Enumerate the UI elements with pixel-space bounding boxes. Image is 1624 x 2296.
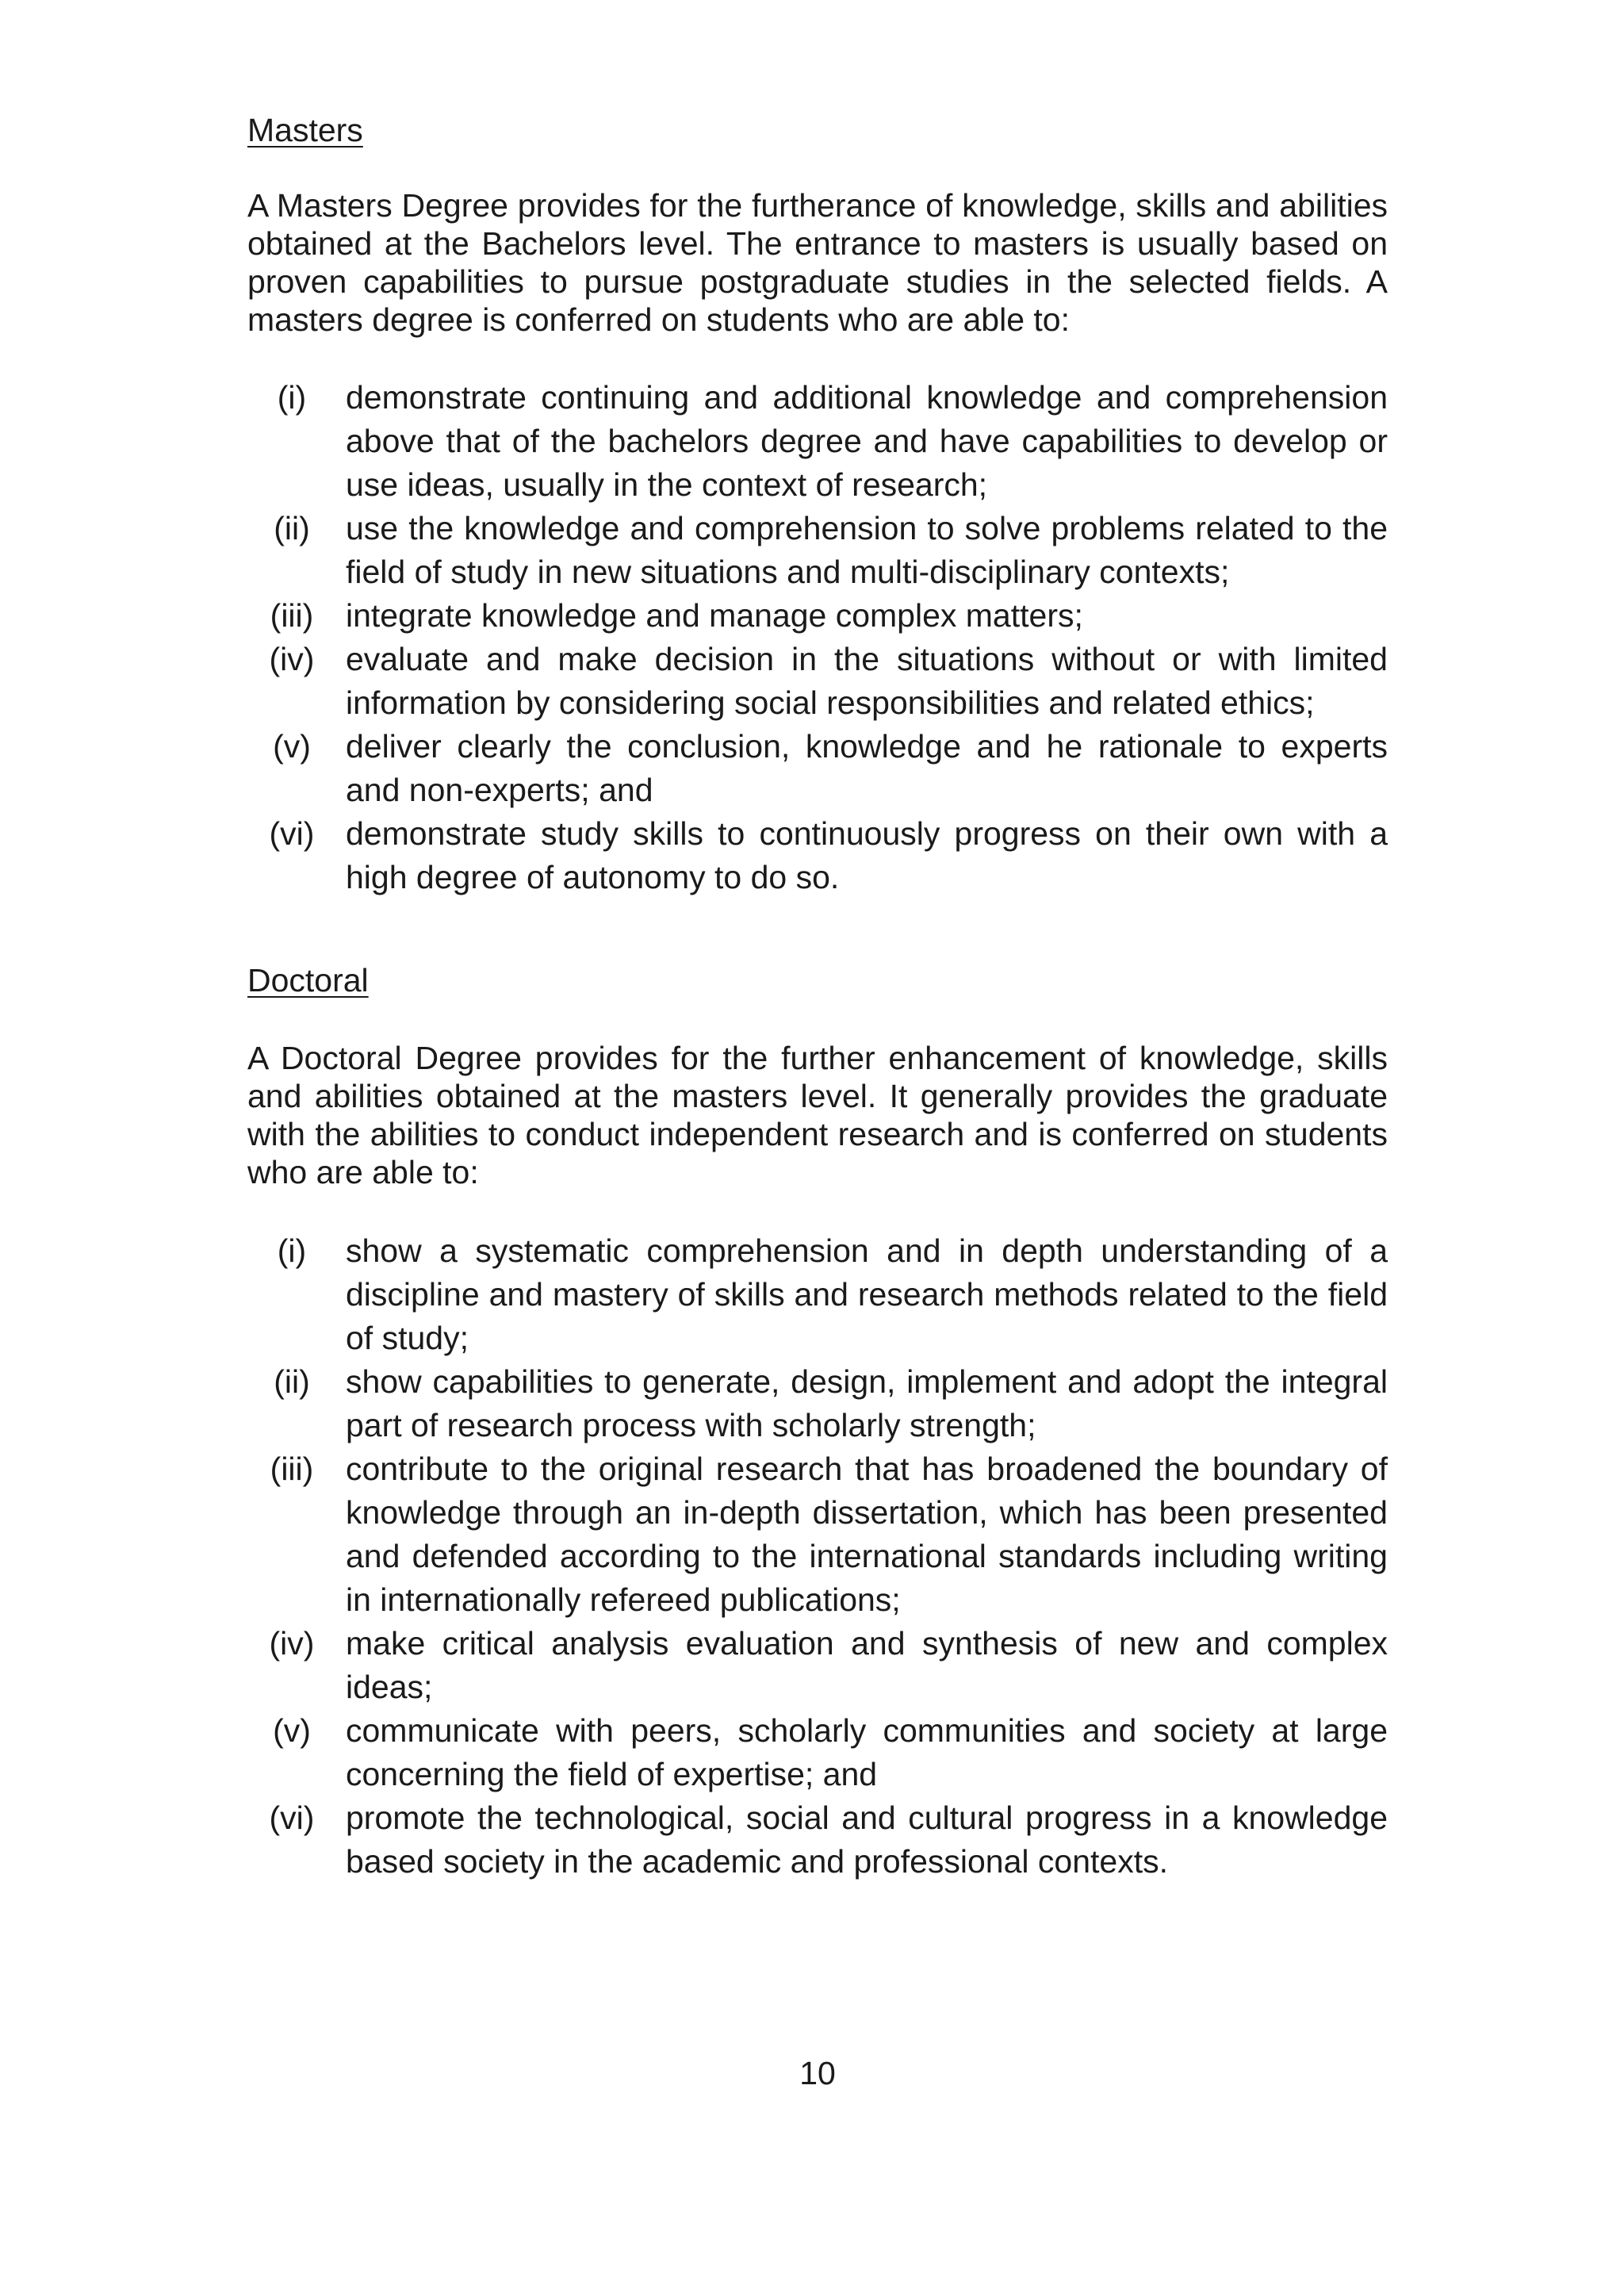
doctoral-intro: A Doctoral Degree provides for the further enhancement of knowledge, skills and abilities obtained at the masters level. It generally provides the graduate with the abilities to conduct independent research and is conferred on students who are able to: bbox=[247, 1040, 1388, 1190]
list-marker: (iv) bbox=[269, 641, 315, 677]
list-item-text: deliver clearly the conclusion, knowledge and he rationale to experts and non-experts; and bbox=[346, 728, 1388, 808]
list-item-text: make critical analysis evaluation and synthesis of new and complex ideas; bbox=[346, 1625, 1388, 1705]
list-item bbox=[247, 1447, 1388, 1622]
list-item bbox=[247, 1229, 1388, 1360]
list-item-text: show capabilities to generate, design, implement and adopt the integral part of research process with scholarly strength; bbox=[346, 1363, 1388, 1443]
list-item-text: contribute to the original research that has broadened the boundary of knowledge through an in-depth dissertation, which has been presented and defended according to the international standards including writing in internationally refereed publications; bbox=[346, 1451, 1388, 1618]
list-item bbox=[247, 812, 1388, 899]
masters-heading: Masters bbox=[247, 112, 363, 148]
list-marker: (iii) bbox=[270, 1451, 314, 1487]
list-marker: (iv) bbox=[269, 1625, 315, 1662]
list-marker: (ii) bbox=[274, 1363, 310, 1400]
list-item bbox=[247, 1796, 1388, 1884]
list-item-text: communicate with peers, scholarly communities and society at large concerning the field of expertise; and bbox=[346, 1712, 1388, 1792]
list-item bbox=[247, 1360, 1388, 1447]
list-item bbox=[247, 725, 1388, 812]
list-item-text: demonstrate continuing and additional knowledge and comprehension above that of the bachelors degree and have capabilities to develop or use ideas, usually in the context of research; bbox=[346, 379, 1388, 503]
list-marker: (iii) bbox=[270, 597, 314, 634]
list-item bbox=[247, 594, 1388, 638]
list-marker: (vi) bbox=[269, 815, 315, 852]
list-marker: (i) bbox=[277, 1232, 307, 1269]
list-item bbox=[247, 1709, 1388, 1796]
list-item-text: show a systematic comprehension and in depth understanding of a discipline and mastery of skills and research methods related to the field of study; bbox=[346, 1232, 1388, 1356]
doctoral-criteria-list bbox=[247, 1229, 1388, 1884]
masters-criteria-list bbox=[247, 376, 1388, 899]
list-marker: (v) bbox=[273, 1712, 311, 1749]
list-marker: (i) bbox=[277, 379, 307, 416]
list-item-text: use the knowledge and comprehension to solve problems related to the field of study in new situations and multi-disciplinary contexts; bbox=[346, 510, 1388, 590]
doctoral-heading: Doctoral bbox=[247, 962, 369, 999]
list-marker: (ii) bbox=[274, 510, 310, 546]
list-item bbox=[247, 376, 1388, 507]
masters-intro: A Masters Degree provides for the furtherance of knowledge, skills and abilities obtained at the Bachelors level. The entrance to masters is usually based on proven capabilities to pursue postgraduate studies in the selected fields. A masters degree is conferred on students who are able to: bbox=[247, 187, 1388, 338]
list-item bbox=[247, 507, 1388, 594]
list-item-text: promote the technological, social and cultural progress in a knowledge based society in the academic and professional contexts. bbox=[346, 1800, 1388, 1880]
list-marker: (v) bbox=[273, 728, 311, 765]
page-number: 10 bbox=[799, 2055, 836, 2091]
list-item bbox=[247, 1622, 1388, 1709]
list-item-text: demonstrate study skills to continuously progress on their own with a high degree of autonomy to do so. bbox=[346, 815, 1388, 895]
list-marker: (vi) bbox=[269, 1800, 315, 1836]
list-item-text: integrate knowledge and manage complex matters; bbox=[346, 597, 1083, 634]
list-item bbox=[247, 638, 1388, 725]
list-item-text: evaluate and make decision in the situations without or with limited information by considering social responsibilities and related ethics; bbox=[346, 641, 1388, 721]
